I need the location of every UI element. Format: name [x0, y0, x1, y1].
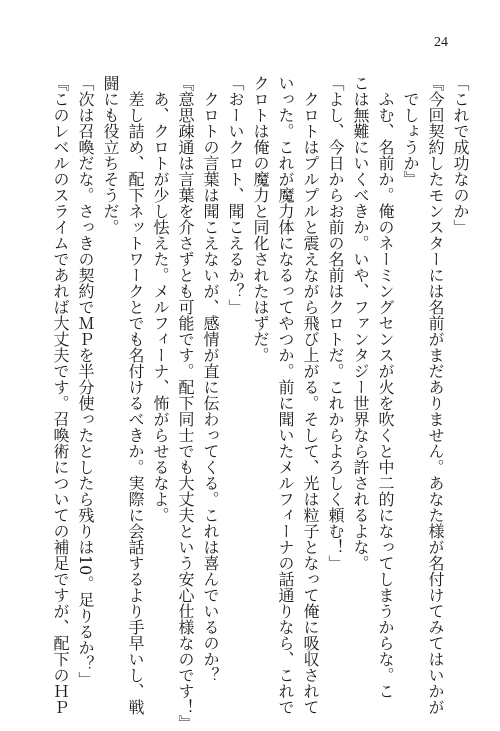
text-line: 「これで成功なのか」 [451, 75, 470, 235]
text-line: ふむ、名前か。俺のネーミングセンスが火を吹くと中二的になってしまうからな。こ [376, 91, 395, 699]
text-line: いった。これが魔力体になるってやつか。前に聞いたメルフィーナの話通りなら、これで [276, 75, 295, 715]
text-line: 「次は召喚だな。さっきの契約でＭＰを半分使ったとしたら残りは10。足りるか？」 [76, 75, 95, 688]
text-line: 「よし、今日からお前の名前はクロトだ。これからよろしく頼む！」 [326, 75, 345, 571]
vertical-text-body [48, 75, 470, 731]
text-line: 「おーいクロト、聞こえるか？」 [226, 75, 245, 315]
text-line: クロトは俺の魔力と同化されたはずだ。 [251, 75, 270, 363]
page-number: 24 [434, 35, 448, 50]
text-line: あ、クロトが少し怯えた。メルフィーナ、怖がらせるなよ。 [151, 91, 170, 523]
text-line: 『今回契約したモンスターには名前がまだありません。あなた様が名付けてみてはいかが [426, 75, 445, 715]
text-line: 『意思疎通は言葉を介さずとも可能です。配下同士でも大丈夫という安心仕様なのです！』 [176, 75, 195, 731]
text-line: 『このレベルのスライムであれば大丈夫です。召喚術についての補足ですが、配下のＨＰ [51, 75, 70, 715]
text-line: こは無難にいくべきか。いや、ファンタジー世界なら許されるよな。 [351, 75, 370, 571]
text-columns [48, 75, 473, 731]
text-line: でしょうか』 [401, 91, 420, 187]
text-line: 差し詰め、配下ネットワークとでも名付けるべきか。実際に会話するより手早いし、戦 [126, 91, 145, 715]
text-line: クロトはプルプルと震えながら飛び上がる。そして、光は粒子となって俺に吸収されて [301, 91, 320, 715]
text-line: クロトの言葉は聞こえないが、感情が直に伝わってくる。これは喜んでいるのか？ [201, 91, 220, 683]
text-line: 闘にも役立ちそうだ。 [101, 75, 120, 235]
